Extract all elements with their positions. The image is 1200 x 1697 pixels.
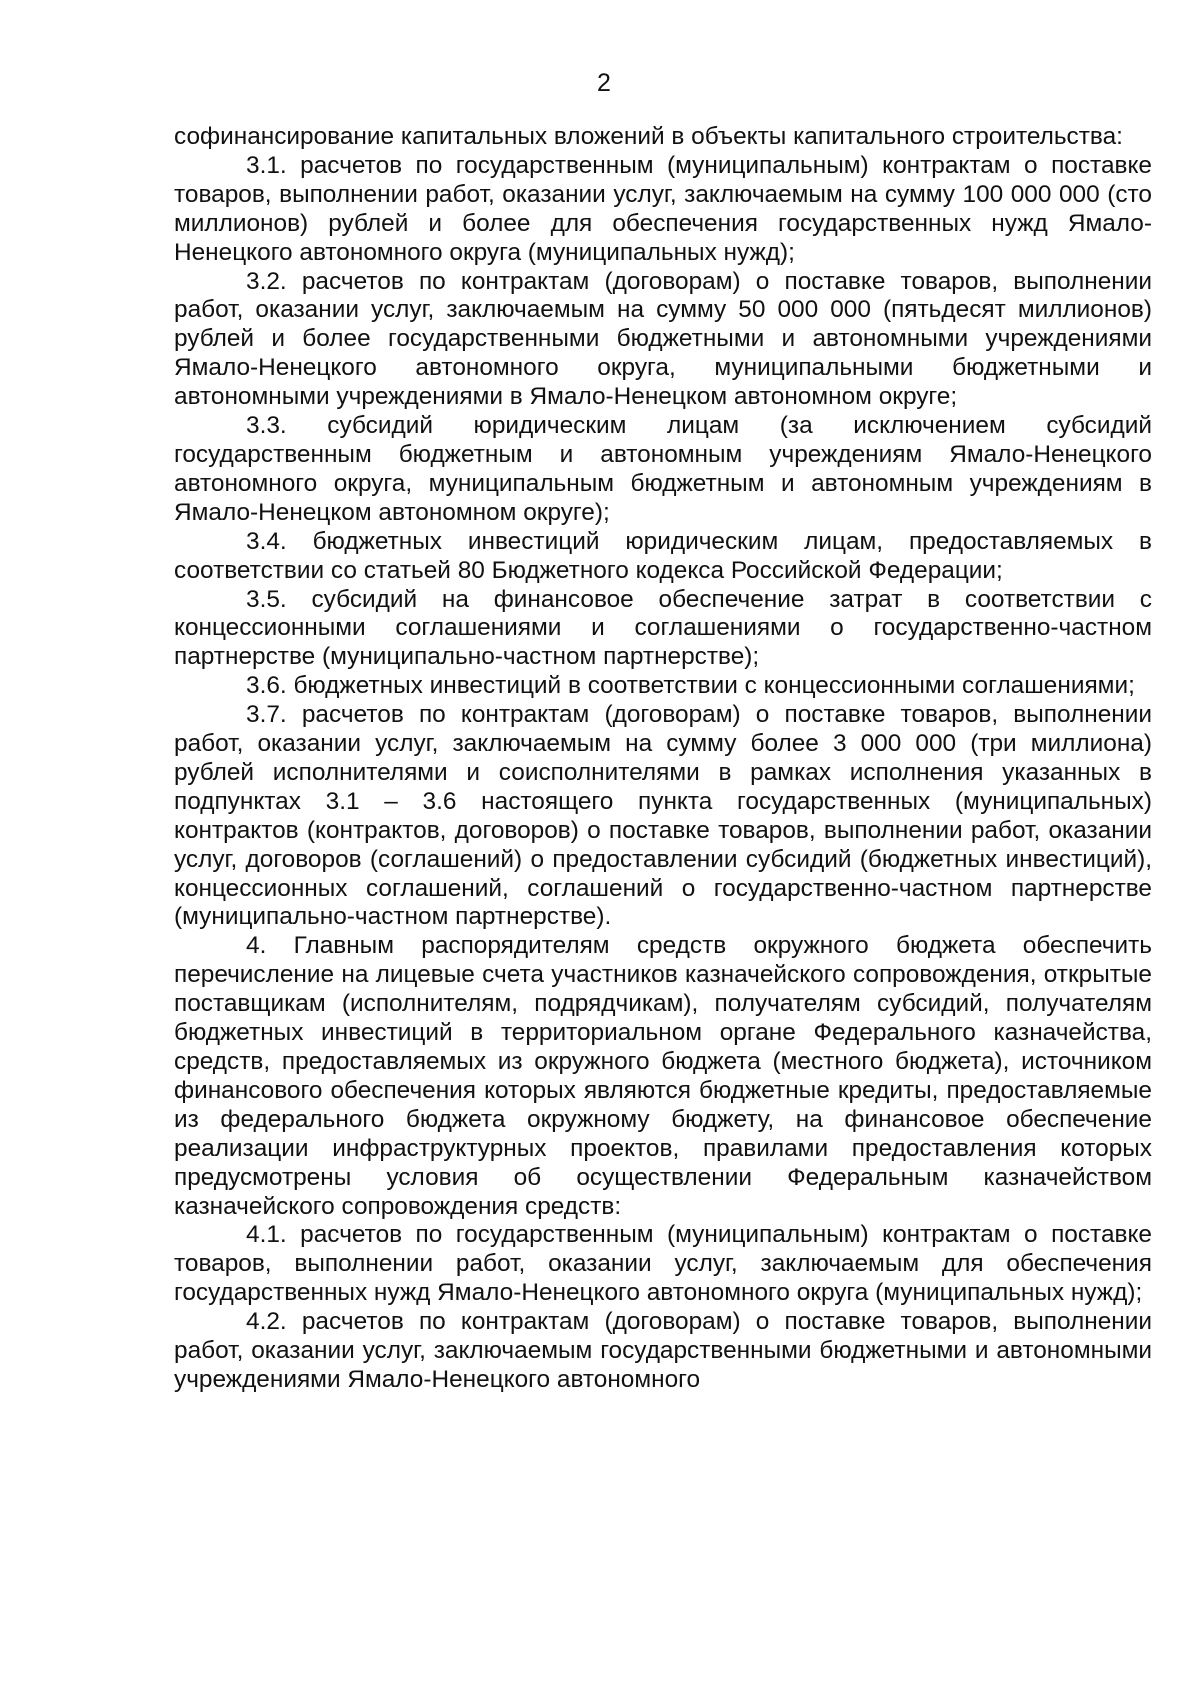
document-body [174,123,1152,1395]
paragraph-3-5: 3.5. субсидий на финансовое обеспечение затрат в соответствии с концессионными соглашениями и соглашениями о государственно-частном партнерстве (муниципально-частном партнерстве); [174,585,1152,671]
paragraph-4-2: 4.2. расчетов по контрактам (договорам) о поставке товаров, выполнении работ, оказании услуг, заключаемым государственными бюджетными и автономными учреждениями Ямало-Ненецкого автономного [174,1308,1152,1393]
page-number: 2 [597,69,611,97]
paragraph-3-6: 3.6. бюджетных инвестиций в соответствии с концессионными соглашениями; [246,672,1135,700]
paragraph-3-2: 3.2. расчетов по контрактам (договорам) о поставке товаров, выполнении работ, оказании услуг, заключаемым на сумму 50 000 000 (пятьдесят миллионов) рублей и более государственными бюджетными и автономными учреждениями Ямало-Ненецкого автономного округа, муниципальными бюджетными и автономными учреждениями в Ямало-Ненецком автономном округе; [174,267,1152,411]
paragraph-3-4: 3.4. бюджетных инвестиций юридическим лицам, предоставляемых в соответствии со статьей 80 Бюджетного кодекса Российской Федерации; [174,527,1152,584]
paragraph-3-3: 3.3. субсидий юридическим лицам (за исключением субсидий государственным бюджетным и автономным учреждениям Ямало-Ненецкого автономного округа, муниципальным бюджетным и автономным учреждениям в Ямало-Ненецком автономном округе); [174,412,1152,526]
paragraph-continuation: софинансирование капитальных вложений в объекты капитального строительства: [174,123,1123,150]
paragraph-3-7: 3.7. расчетов по контрактам (договорам) о поставке товаров, выполнении работ, оказании услуг, заключаемым на сумму более 3 000 000 (три миллиона) рублей исполнителями и соисполнителями в рамках исполнения указанных в подпунктах 3.1 – 3.6 настоящего пункта государственных (муниципальных) контрактов (контрактов, договоров) о поставке товаров, выполнении работ, оказании услуг, договоров (соглашений) о предоставлении субсидий (бюджетных инвестиций), концессионных соглашений, соглашений о государственно-частном партнерстве (муниципально-частном партнерстве). [174,701,1152,931]
paragraph-3-1: 3.1. расчетов по государственным (муниципальным) контрактам о поставке товаров, выполнении работ, оказании услуг, заключаемым на сумму 100 000 000 (сто миллионов) рублей и более для обеспечения государственных нужд Ямало-Ненецкого автономного округа (муниципальных нужд); [174,151,1152,266]
paragraph-4: 4. Главным распорядителям средств окружного бюджета обеспечить перечисление на лицевые счета участников казначейского сопровождения, открытые поставщикам (исполнителям, подрядчикам), получателям субсидий, получателям бюджетных инвестиций в территориальном органе Федерального казначейства, средств, предоставляемых из окружного бюджета (местного бюджета), источником финансового обеспечения которых являются бюджетные кредиты, предоставляемые из федерального бюджета окружному бюджету, на финансовое обеспечение реализации инфраструктурных проектов, правилами предоставления которых предусмотрены условия об осуществлении Федеральным казначейством казначейского сопровождения средств: [174,932,1152,1220]
paragraph-4-1: 4.1. расчетов по государственным (муниципальным) контрактам о поставке товаров, выполнении работ, оказании услуг, заключаемым для обеспечения государственных нужд Ямало-Ненецкого автономного округа (муниципальных нужд); [174,1221,1152,1307]
